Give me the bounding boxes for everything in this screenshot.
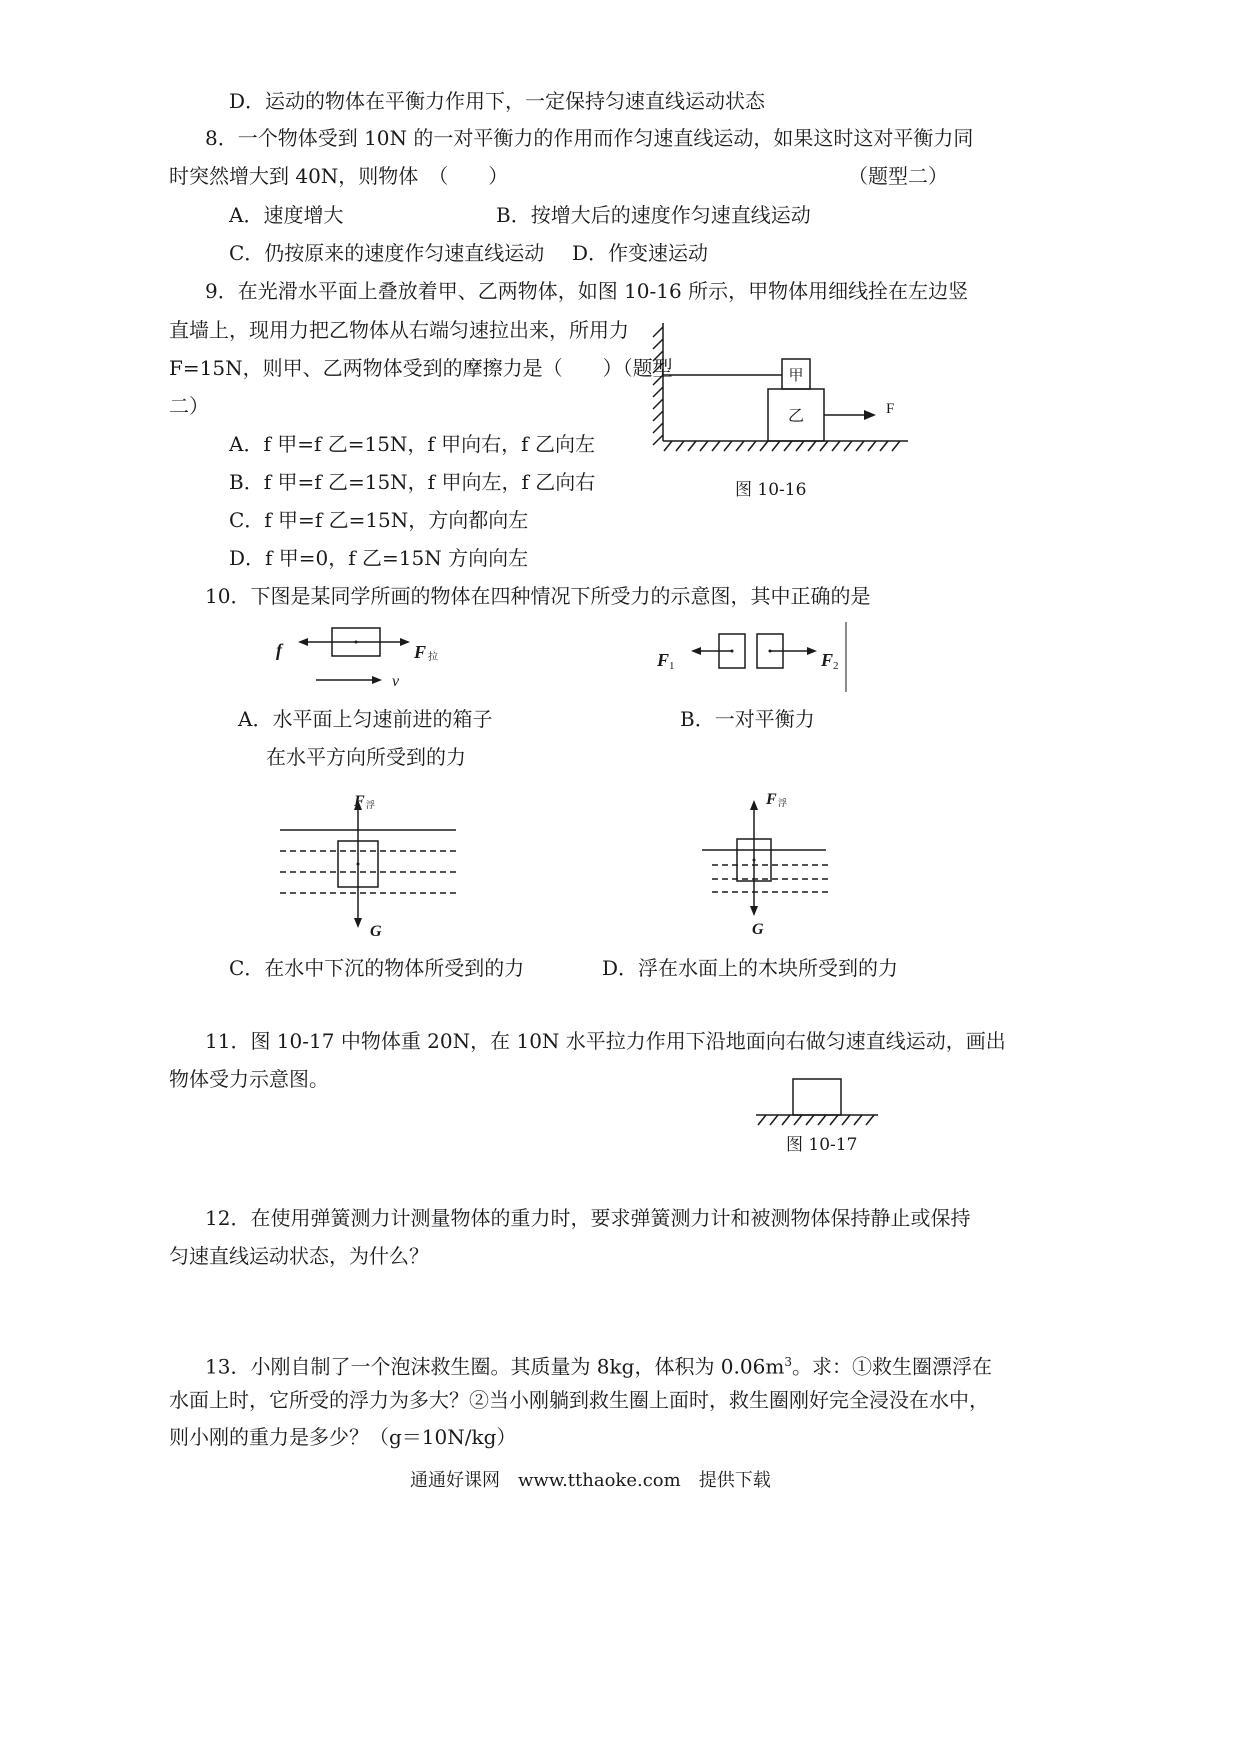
q10-stem: 10．下图是某同学所画的物体在四种情况下所受力的示意图，其中正确的是 xyxy=(205,584,871,608)
q9-stem-line4: 二） xyxy=(169,394,209,418)
block-yi-label: 乙 xyxy=(787,408,805,425)
q10-caption-a-line2: 在水平方向所受到的力 xyxy=(266,745,466,769)
q11-stem-line2: 物体受力示意图。 xyxy=(169,1067,329,1091)
q13-stem-line2: 水面上时，它所受的浮力为多大？②当小刚躺到救生圈上面时，救生圈刚好完全浸没在水中， xyxy=(169,1388,989,1412)
velocity-v-label: v xyxy=(392,673,400,690)
force-f2-label: F xyxy=(821,650,834,670)
q8-type-tag: （题型二） xyxy=(848,164,948,188)
page-footer: 通通好课网 www.tthaoke.com 提供下载 xyxy=(410,1470,771,1491)
figure-10-a xyxy=(270,620,450,690)
force-f1-subscript: 1 xyxy=(669,660,675,672)
pull-force-subscript: 拉 xyxy=(428,652,438,663)
gravity-g-label-c: G xyxy=(370,923,382,940)
figure-10-c xyxy=(278,788,468,938)
q10-caption-b: B．一对平衡力 xyxy=(680,707,815,731)
q8-stem-line2: 时突然增大到 40N，则物体 （ ） xyxy=(169,164,509,188)
q8-option-a: A．速度增大 xyxy=(229,203,344,227)
q10-caption-d: D．浮在水面上的木块所受到的力 xyxy=(602,956,899,980)
figure-10-17-caption: 图 10-17 xyxy=(786,1135,858,1155)
q10-caption-c: C．在水中下沉的物体所受到的力 xyxy=(229,956,525,980)
figure-10-17 xyxy=(752,1075,882,1127)
force-f2-subscript: 2 xyxy=(833,660,839,672)
buoyancy-subscript-d: 浮 xyxy=(778,798,788,808)
q11-stem-line1: 11．图 10-17 中物体重 20N，在 10N 水平拉力作用下沿地面向右做匀速直线运动，画出 xyxy=(205,1029,1006,1053)
q9-option-b: B．f 甲=f 乙=15N，f 甲向左，f 乙向右 xyxy=(229,470,596,494)
q12-stem-line2: 匀速直线运动状态，为什么？ xyxy=(169,1244,429,1268)
q8-option-c: C．仍按原来的速度作匀速直线运动 xyxy=(229,241,545,265)
figure-10-16-caption: 图 10-16 xyxy=(735,480,807,500)
gravity-g-label-d: G xyxy=(752,921,764,938)
q12-stem-line1: 12．在使用弹簧测力计测量物体的重力时，要求弹簧测力计和被测物体保持静止或保持 xyxy=(205,1206,971,1230)
figure-10-b xyxy=(655,622,855,694)
buoyancy-subscript-c: 浮 xyxy=(366,800,376,810)
q9-option-c: C．f 甲=f 乙=15N，方向都向左 xyxy=(229,508,529,532)
q13-stem-line3: 则小刚的重力是多少？（g＝10N/kg） xyxy=(169,1425,517,1449)
q10-caption-a-line1: A．水平面上匀速前进的箱子 xyxy=(238,707,493,731)
figure-10-d xyxy=(700,788,840,938)
q13-line1-part1: 13．小刚自制了一个泡沫救生圈。其质量为 8kg，体积为 0.06m xyxy=(205,1354,785,1379)
q8-option-d: D．作变速运动 xyxy=(572,241,709,265)
q9-stem-line3: F=15N，则甲、乙两物体受到的摩擦力是（ ）（题型 xyxy=(169,356,673,380)
figure-10-16 xyxy=(640,315,920,455)
block-jia-label: 甲 xyxy=(788,368,804,384)
q9-stem-line2: 直墙上，现用力把乙物体从右端匀速拉出来，所用力 xyxy=(169,318,629,342)
friction-f-label: f xyxy=(276,640,282,660)
q9-option-a: A．f 甲=f 乙=15N，f 甲向右，f 乙向左 xyxy=(229,432,595,456)
q8-option-b: B．按增大后的速度作匀速直线运动 xyxy=(496,203,811,227)
q13-stem-line1 xyxy=(205,1349,992,1380)
buoyancy-f-label-d: F xyxy=(766,791,777,808)
q13-line1-part2: 。求：①救生圈漂浮在 xyxy=(791,1354,992,1379)
q13-cubic-superscript: 3 xyxy=(784,1355,792,1369)
q7-option-d: D．运动的物体在平衡力作用下，一定保持匀速直线运动状态 xyxy=(229,89,766,113)
q9-stem-line1: 9．在光滑水平面上叠放着甲、乙两物体，如图 10-16 所示，甲物体用细线拴在左边竖 xyxy=(205,279,969,303)
force-f1-label: F xyxy=(657,650,670,670)
force-f-label: F xyxy=(886,401,895,417)
q9-option-d: D．f 甲=0，f 乙=15N 方向向左 xyxy=(229,546,529,570)
q8-stem-line1: 8．一个物体受到 10N 的一对平衡力的作用而作匀速直线运动，如果这时这对平衡力同 xyxy=(205,126,974,150)
buoyancy-f-label-c: F xyxy=(354,793,365,810)
pull-force-label: F xyxy=(414,642,427,662)
